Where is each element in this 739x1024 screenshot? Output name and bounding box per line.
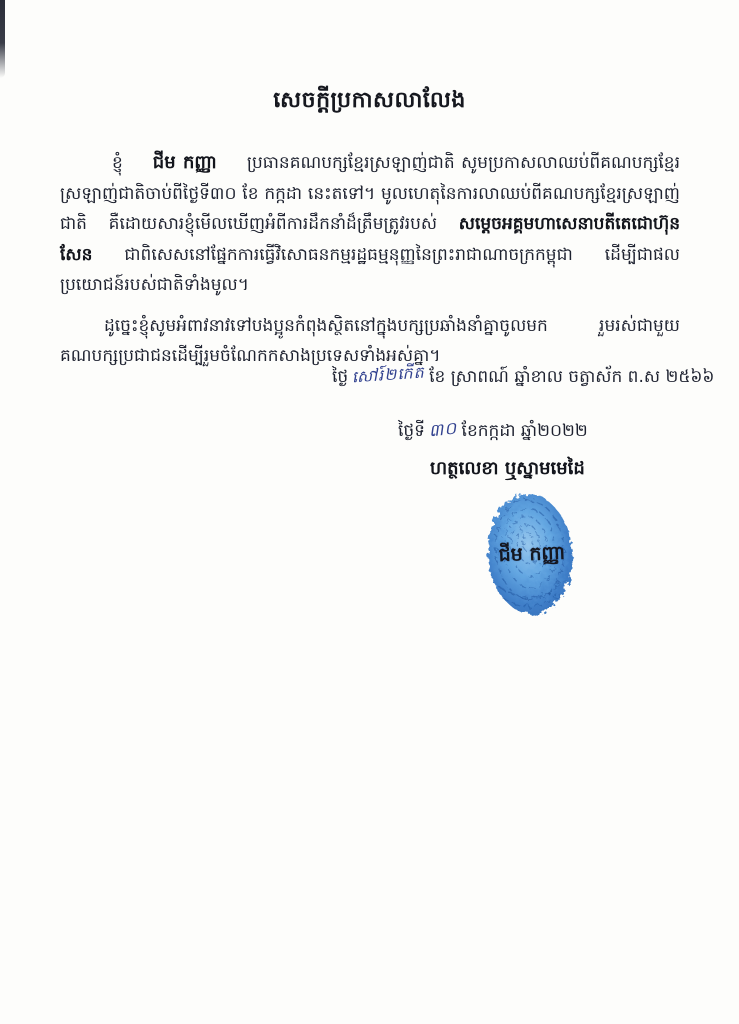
- document-title: សេចក្ដីប្រកាសលាលែង: [273, 88, 466, 113]
- signed-name-over-thumbprint: ជីម កញ្ញា: [498, 541, 566, 567]
- signature-or-thumbprint-label: ហត្ថលេខា ឬស្នាមមេដៃ: [430, 458, 585, 479]
- paragraph-1: [60, 147, 680, 300]
- lunar-date-line: [332, 362, 715, 391]
- lunar-date-prefix: ថ្ងៃ: [332, 367, 349, 387]
- paragraph-1-prefix: ខ្ញុំ: [112, 153, 123, 173]
- solar-date-suffix: ខែកក្កដា ឆ្នាំ២០២២: [461, 421, 588, 441]
- leader-name-bold: សម្ដេចអគ្គមហាសេនាបតីតេជោហ៊ុន សែន: [60, 214, 680, 265]
- solar-date-handwritten-day: ៣០: [427, 418, 459, 442]
- lunar-date-handwritten-day: សៅរ៍២កើត: [351, 362, 426, 387]
- paragraph-2: ដូច្នេះខ្ញុំសូមអំពាវនាវទៅបងប្អូនកំពុងស្ថិតនៅក្នុងបក្សប្រឆាំងនាំគ្នាចូលមក រួមរស់ជាមួយគណបក្សប្រជាជនដើម្បីរួមចំណែកកសាងប្រទេសទាំងអស់គ្នា។: [60, 316, 680, 367]
- paragraph-1-tail: ជាពិសេសនៅផ្នែកការធ្វើវិសោធនកម្មរដ្ឋធម្មនុញ្ញនៃព្រះរាជាណាចក្រកម្ពុជា ដើម្បីជាផលប្រយោជន៍របស់ជាតិទាំងមូល។: [60, 244, 680, 295]
- solar-date-prefix: ថ្ងៃទី: [398, 421, 425, 441]
- paragraph-1-body: ប្រធានគណបក្សខ្មែរស្រឡាញ់ជាតិ សូមប្រកាសលាឈប់ពីគណបក្សខ្មែរស្រឡាញ់ជាតិចាប់ពីថ្ងៃទី៣០ ខែ កក្កដា នេះតទៅ។ មូលហេតុនៃការលាឈប់ពីគណបក្សខ្មែរស្រឡាញ់ជាតិ គឺដោយសារខ្ញុំមើលឃើញអំពីការដឹកនាំដ៏ត្រឹមត្រូវរបស់: [60, 153, 680, 235]
- author-name: ជីម កញ្ញា: [152, 152, 217, 173]
- solar-date-line: [398, 420, 588, 445]
- scan-edge-artifact: [0, 0, 5, 78]
- lunar-date-suffix: ខែ ស្រាពណ៍ ឆ្នាំខាល ចត្វាស័ក ព.ស ២៥៦៦: [429, 367, 715, 387]
